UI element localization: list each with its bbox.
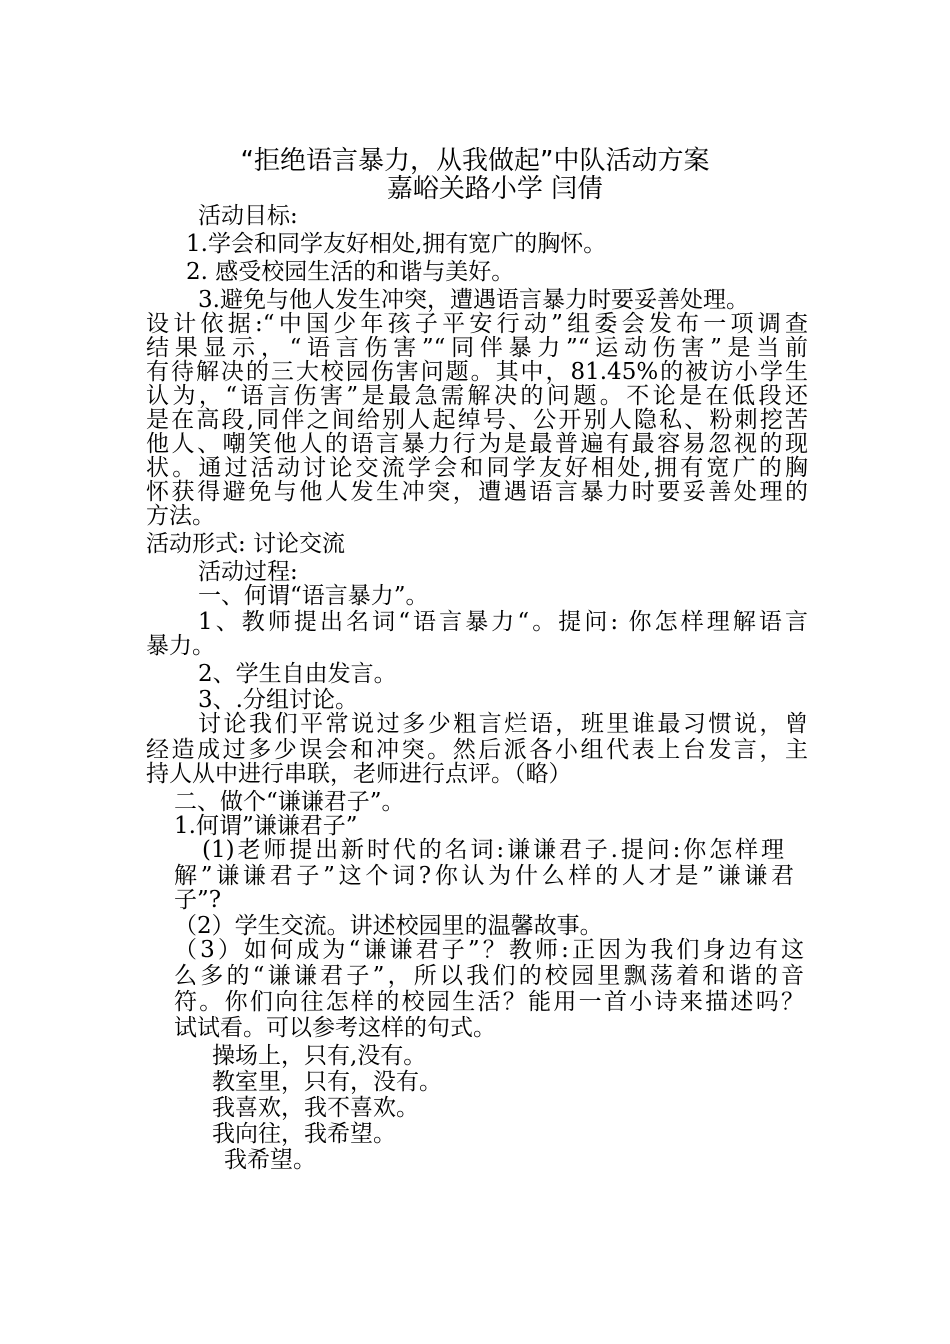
process-step-1-cont: 暴力。 bbox=[146, 633, 215, 659]
goal-item-3: 3.避免与他人发生冲突，遭遇语言暴力时要妥善处理。 bbox=[198, 287, 749, 313]
design-basis-line-4: 认为，“语言伤害”是最急需解决的问题。不论是在低段还 bbox=[146, 383, 808, 409]
gentleman-line-1: (1)老师提出新时代的名词:谦谦君子.提问:你怎样理 bbox=[202, 837, 784, 863]
activity-process-heading: 活动过程: bbox=[198, 559, 298, 585]
gentleman-line-3: 子”? bbox=[174, 887, 222, 913]
section-two-item-1: 1.何谓”谦谦君子” bbox=[174, 813, 358, 839]
poem-line-5: 我希望。 bbox=[224, 1147, 316, 1173]
become-gentleman-line-1: （3）如何成为“谦谦君子”？教师:正因为我们身边有这 bbox=[174, 937, 804, 963]
student-exchange: （2）学生交流。讲述校园里的温馨故事。 bbox=[174, 913, 603, 939]
gentleman-line-2: 解”谦谦君子”这个词?你认为什么样的人才是”谦谦君 bbox=[174, 863, 794, 889]
activity-goals-heading: 活动目标: bbox=[198, 203, 298, 229]
design-basis-line-2: 结果显示，“语言伤害”“同伴暴力”“运动伤害”是当前 bbox=[146, 335, 808, 361]
discussion-line-3: 持人从中进行串联，老师进行点评。（略） bbox=[146, 761, 572, 787]
section-one-heading: 一、何谓“语言暴力”。 bbox=[198, 583, 429, 609]
design-basis-line-8: 怀获得避免与他人发生冲突，遭遇语言暴力时要妥善处理的 bbox=[146, 479, 808, 505]
section-two-heading: 二、做个“谦谦君子”。 bbox=[174, 789, 405, 815]
become-gentleman-line-3: 符。你们向往怎样的校园生活？能用一首小诗来描述吗？ bbox=[174, 989, 804, 1015]
become-gentleman-line-4: 试试看。可以参考这样的句式。 bbox=[174, 1015, 496, 1041]
process-step-2: 2、学生自由发言。 bbox=[198, 661, 397, 687]
poem-line-4: 我向往，我希望。 bbox=[212, 1121, 396, 1147]
poem-line-3: 我喜欢，我不喜欢。 bbox=[212, 1095, 419, 1121]
design-basis-line-5: 是在高段,同伴之间给别人起绰号、公开别人隐私、粉刺挖苦 bbox=[146, 407, 808, 433]
process-step-1: 1、教师提出名词“语言暴力“。提问: 你怎样理解语言 bbox=[198, 609, 808, 635]
become-gentleman-line-2: 么多的“谦谦君子”，所以我们的校园里飘荡着和谐的音 bbox=[174, 963, 804, 989]
poem-line-2: 教室里，只有，没有。 bbox=[212, 1069, 442, 1095]
goal-item-1: 1.学会和同学友好相处,拥有宽广的胸怀。 bbox=[186, 231, 607, 257]
design-basis-line-3: 有待解决的三大校园伤害问题。其中，81.45%的被访小学生 bbox=[146, 359, 808, 385]
poem-line-1: 操场上，只有,没有。 bbox=[212, 1043, 427, 1069]
design-basis-line-9: 方法。 bbox=[146, 503, 215, 529]
process-step-3: 3、.分组讨论。 bbox=[198, 687, 358, 713]
discussion-line-1: 讨论我们平常说过多少粗言烂语，班里谁最习惯说，曾 bbox=[198, 711, 808, 737]
document-subtitle: 嘉峪关路小学 闫倩 bbox=[386, 174, 604, 204]
design-basis-line-1: 设计依据:“中国少年孩子平安行动”组委会发布一项调查 bbox=[146, 311, 808, 337]
goal-item-2: 2. 感受校园生活的和谐与美好。 bbox=[186, 259, 515, 285]
design-basis-line-6: 他人、嘲笑他人的语言暴力行为是最普遍有最容易忽视的现 bbox=[146, 431, 808, 457]
discussion-line-2: 经造成过多少误会和冲突。然后派各小组代表上台发言，主 bbox=[146, 737, 808, 763]
design-basis-line-7: 状。通过活动讨论交流学会和同学友好相处,拥有宽广的胸 bbox=[146, 455, 808, 481]
activity-form: 活动形式: 讨论交流 bbox=[146, 531, 346, 557]
document-title: “拒绝语言暴力，从我做起”中队活动方案 bbox=[240, 146, 710, 176]
